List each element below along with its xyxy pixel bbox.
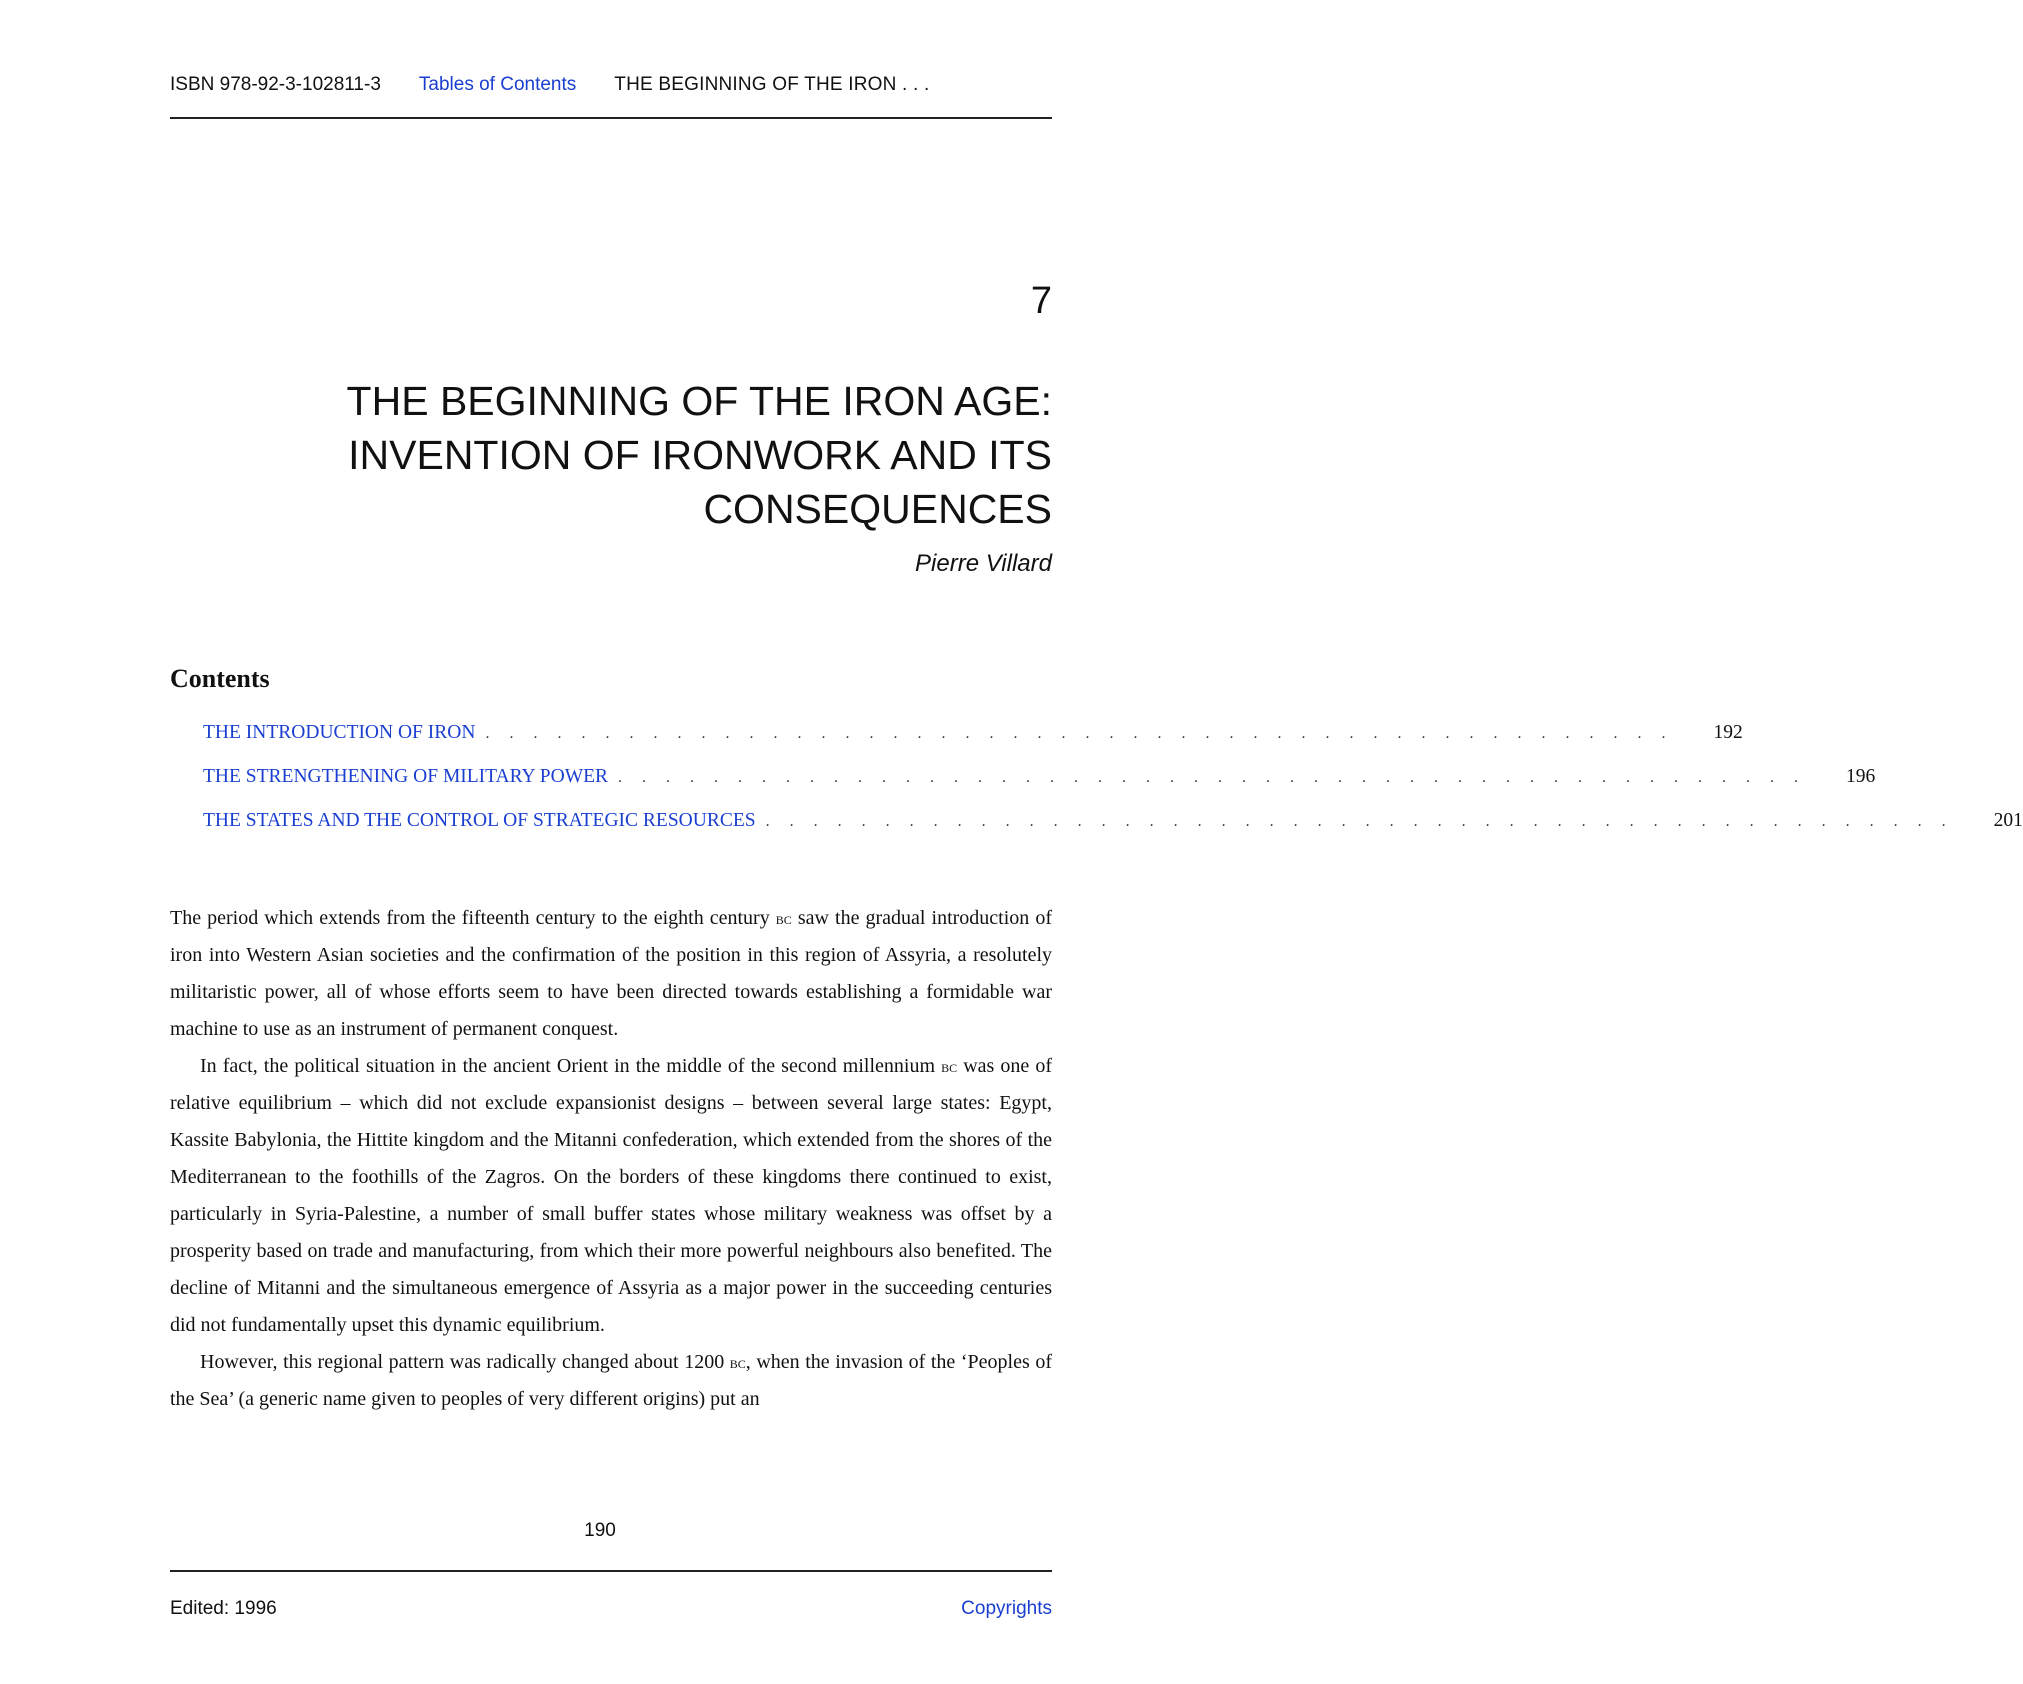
chapter-title-line: THE BEGINNING OF THE IRON AGE: — [346, 378, 1052, 424]
page-number: 190 — [584, 1520, 616, 1541]
paragraph: However, this regional pattern was radically changed about 1200 bc, when the invasion of the ‘Peoples of the Sea’ (a generic name given to peoples of very different origins) put an — [170, 1351, 1052, 1410]
toc-entry-link[interactable]: THE INTRODUCTION OF IRON — [203, 722, 476, 743]
author-name: Pierre Villard — [915, 550, 1052, 577]
isbn-text: ISBN 978-92-3-102811-3 — [170, 74, 381, 95]
running-header — [170, 74, 1052, 96]
header-rule — [170, 117, 1052, 119]
running-title: THE BEGINNING OF THE IRON . . . — [614, 74, 930, 95]
body-text — [170, 900, 1052, 1418]
edited-date: Edited: 1996 — [170, 1598, 277, 1619]
toc-page-number: 192 — [1713, 722, 1743, 743]
footer-rule — [170, 1570, 1052, 1572]
toc-leader-dots: . . . . . . . . . . . . . . . . . . . . . . . . . . . . . . . . . . . . . . . . . . . . . . . . . . — [765, 813, 1954, 830]
tables-of-contents-link[interactable]: Tables of Contents — [418, 74, 577, 95]
bc-abbreviation: bc — [941, 1057, 958, 1076]
toc-entry-link[interactable]: THE STRENGTHENING OF MILITARY POWER — [203, 766, 609, 787]
table-of-contents — [203, 722, 2023, 854]
chapter-number: 7 — [1030, 280, 1052, 322]
toc-page-number: 201 — [1993, 810, 2023, 831]
bc-abbreviation: bc — [775, 909, 792, 928]
chapter-title-line: INVENTION OF IRONWORK AND ITS — [348, 432, 1052, 478]
paragraph: In fact, the political situation in the ancient Orient in the middle of the second millennium bc was one of relative equilibrium – which did not exclude expansionist designs – between several large states: Egypt, Kassite Babylonia, the Hittite kingdom and the Mitanni confederation, which extended from the shores of the Mediterranean to the foothills of the Zagros. On the borders of these kingdoms there continued to exist, particularly in Syria-Palestine, a number of small buffer states whose military weakness was offset by a prosperity based on trade and manufacturing, from which their more powerful neighbours also benefited. The decline of Mitanni and the simultaneous emergence of Assyria as a major power in the succeeding centuries did not fundamentally upset this dynamic equilibrium. — [170, 1055, 1053, 1336]
toc-entry — [203, 766, 1876, 810]
toc-entry — [203, 722, 1743, 766]
contents-heading: Contents — [170, 664, 270, 693]
chapter-title-line: CONSEQUENCES — [703, 486, 1052, 532]
chapter-title — [192, 374, 1052, 536]
toc-page-number: 196 — [1846, 766, 1876, 787]
toc-leader-dots: . . . . . . . . . . . . . . . . . . . . . . . . . . . . . . . . . . . . . . . . . . . . . . . . . . — [618, 769, 1807, 786]
toc-entry — [203, 810, 2023, 854]
toc-entry-link[interactable]: THE STATES AND THE CONTROL OF STRATEGIC RESOURCES — [203, 810, 756, 831]
copyrights-link[interactable]: Copyrights — [961, 1598, 1052, 1619]
bc-abbreviation: bc — [729, 1353, 746, 1372]
paragraph: The period which extends from the fifteenth century to the eighth century bc saw the gradual introduction of iron into Western Asian societies and the confirmation of the position in this region of Assyria, a resolutely militaristic power, all of whose efforts seem to have been directed towards establishing a formidable war machine to use as an instrument of permanent conquest. — [170, 907, 1052, 1040]
toc-leader-dots: . . . . . . . . . . . . . . . . . . . . . . . . . . . . . . . . . . . . . . . . . . . . . . . . . . — [485, 725, 1674, 742]
